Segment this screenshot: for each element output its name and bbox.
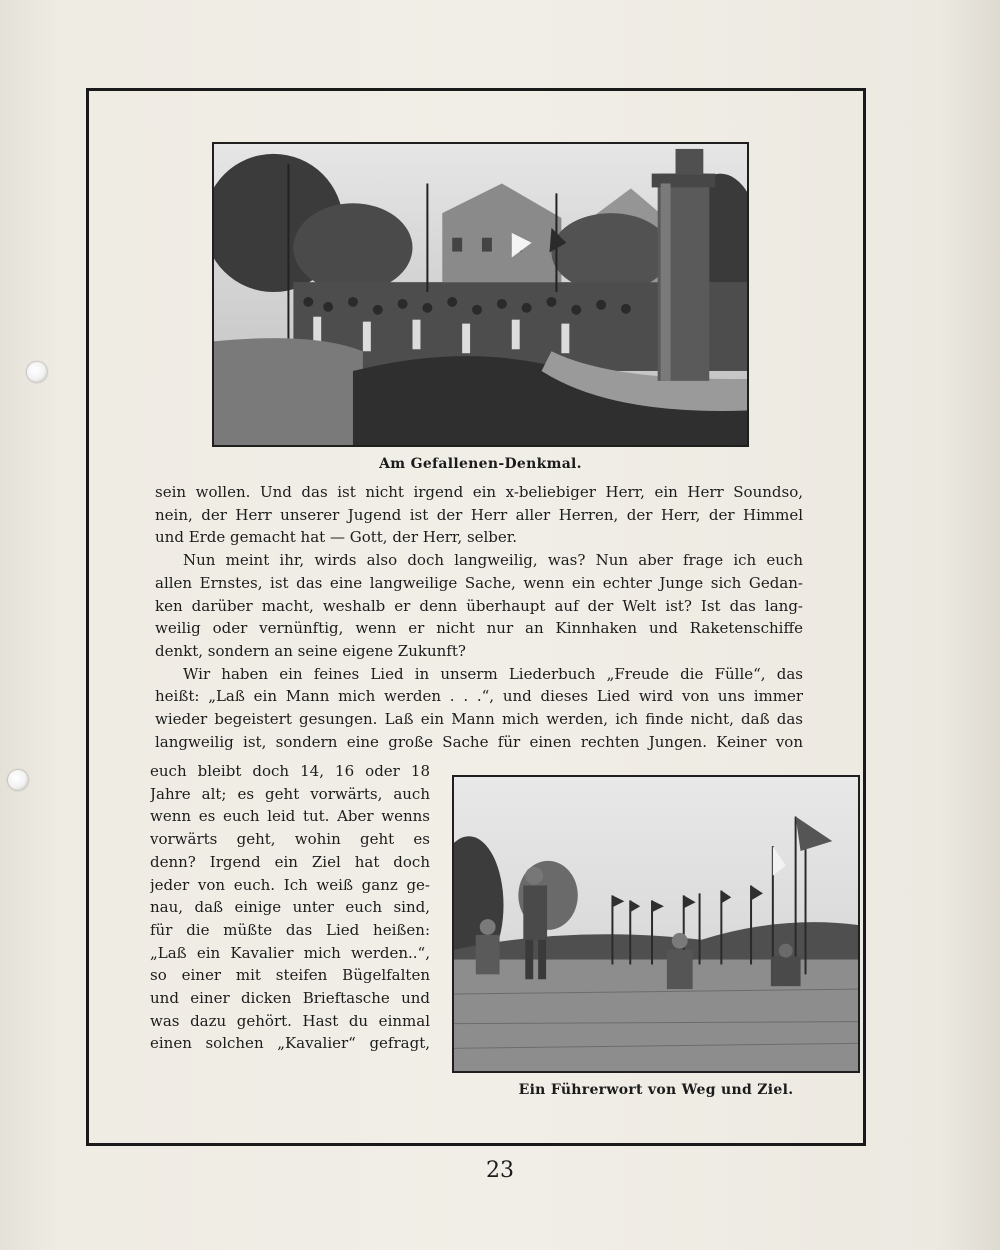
text-line: heißt: „Laß ein Mann mich werden . . .“, und dieses Lied wird von uns immer bbox=[155, 687, 803, 706]
text-line: jeder von euch. Ich weiß ganz ge- bbox=[150, 875, 430, 894]
text-line: einen solchen „Kavalier“ gefragt, bbox=[150, 1034, 430, 1053]
text-line: ken darüber macht, weshalb er denn überhaupt auf der Welt ist? Ist das lang- bbox=[155, 596, 803, 615]
text-line: sein wollen. Und das ist nicht irgend ein x-beliebiger Herr, ein Herr Soundso, bbox=[155, 483, 803, 501]
caption-memorial: Am Gefallenen-Denkmal. bbox=[379, 456, 582, 472]
memorial-photo-image bbox=[214, 144, 747, 445]
text-line: nau, daß einige unter euch sind, bbox=[150, 898, 430, 917]
text-line: wenn es euch leid tut. Aber wenns bbox=[150, 807, 430, 826]
text-line: Wir haben ein feines Lied in unserm Liederbuch „Freude die Fülle“, das bbox=[183, 664, 803, 683]
punch-hole-bottom bbox=[8, 770, 28, 790]
punch-hole-top bbox=[27, 362, 47, 382]
text-line: denn? Irgend ein Ziel hat doch bbox=[150, 852, 430, 871]
photo-memorial bbox=[212, 142, 749, 447]
page-number: 23 bbox=[486, 1158, 514, 1183]
field-photo-image bbox=[454, 777, 858, 1071]
text-line: weilig oder vernünftig, wenn er nicht nur an Kinnhaken und Raketenschiffe bbox=[155, 619, 803, 638]
text-line: und einer dicken Brieftasche und bbox=[150, 989, 430, 1008]
text-line: allen Ernstes, ist das eine langweilige Sache, wenn ein echter Junge sich Gedan- bbox=[155, 573, 803, 592]
text-line: euch bleibt doch 14, 16 oder 18 bbox=[150, 762, 430, 780]
text-line: Jahre alt; es geht vorwärts, auch bbox=[150, 784, 430, 803]
text-line: Nun meint ihr, wirds also doch langweilig, was? Nun aber frage ich euch bbox=[183, 551, 803, 570]
text-line: wieder begeistert gesungen. Laß ein Mann mich werden, ich finde nicht, daß das bbox=[155, 710, 803, 729]
text-line: nein, der Herr unserer Jugend ist der Herr aller Herren, der Herr, der Himmel bbox=[155, 505, 803, 524]
photo-field bbox=[452, 775, 860, 1073]
text-block-full bbox=[155, 481, 803, 753]
text-line: so einer mit steifen Bügelfalten bbox=[150, 966, 430, 985]
text-block-column bbox=[150, 760, 430, 1055]
text-line: langweilig ist, sondern eine große Sache für einen rechten Jungen. Keiner von bbox=[155, 732, 803, 751]
text-line: und Erde gemacht hat — Gott, der Herr, selber. bbox=[155, 528, 518, 547]
caption-field: Ein Führerwort von Weg und Ziel. bbox=[518, 1082, 794, 1098]
text-line: „Laß ein Kavalier mich werden..“, bbox=[150, 943, 430, 962]
text-line: was dazu gehört. Hast du einmal bbox=[150, 1011, 430, 1030]
text-line: für die müßte das Lied heißen: bbox=[150, 920, 430, 939]
text-line: denkt, sondern an seine eigene Zukunft? bbox=[155, 641, 466, 660]
text-line: vorwärts geht, wohin geht es bbox=[150, 830, 430, 849]
